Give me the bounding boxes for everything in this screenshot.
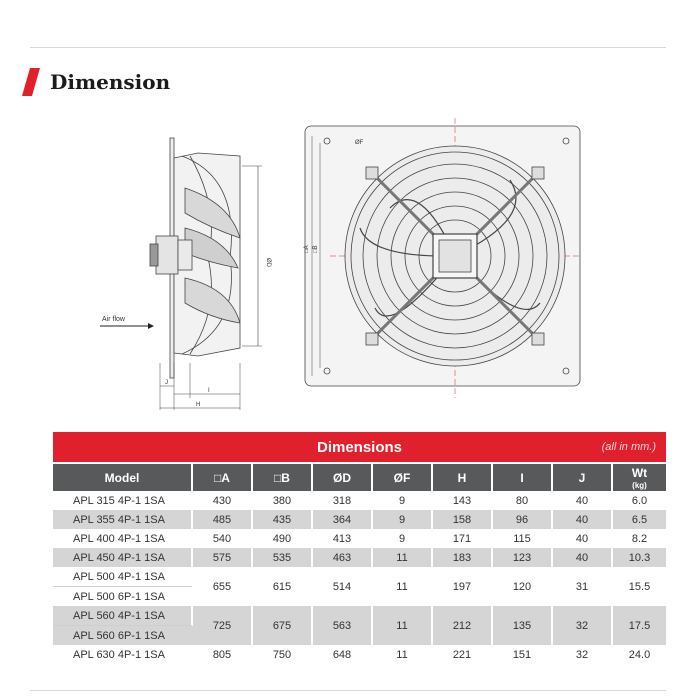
table-header-row	[53, 462, 666, 491]
cell-model: APL 315 4P-1 1SA	[53, 491, 193, 510]
cell-model: APL 400 4P-1 1SA	[53, 529, 193, 548]
table-unit-note: (all in mm.)	[601, 441, 656, 453]
cell-model: APL 355 4P-1 1SA	[53, 510, 193, 529]
cell-wt: 17.5	[613, 606, 666, 645]
cell-a: 725	[193, 606, 253, 645]
col-header-d: ØD	[313, 462, 373, 491]
cell-wt: 10.3	[613, 548, 666, 567]
dim-j-label: J	[165, 380, 168, 386]
diameter-label: ØD	[265, 258, 271, 267]
cell-f: 11	[373, 567, 433, 606]
col-header-model: Model	[53, 462, 193, 491]
cell-h: 212	[433, 606, 493, 645]
table-row	[53, 529, 666, 548]
cell-b: 750	[253, 645, 313, 664]
table-banner	[53, 432, 666, 462]
table-row	[53, 567, 666, 587]
cell-h: 197	[433, 567, 493, 606]
col-header-b: □B	[253, 462, 313, 491]
cell-j: 32	[553, 606, 613, 645]
cell-f: 9	[373, 529, 433, 548]
wt-unit-label: (kg)	[632, 480, 647, 490]
cell-f: 11	[373, 645, 433, 664]
table-title: Dimensions	[316, 439, 403, 456]
cell-i: 135	[493, 606, 553, 645]
cell-model: APL 630 4P-1 1SA	[53, 645, 193, 664]
col-header-a: □A	[193, 462, 253, 491]
cell-f: 11	[373, 606, 433, 645]
col-header-i: I	[493, 462, 553, 491]
cell-b: 435	[253, 510, 313, 529]
cell-b: 615	[253, 567, 313, 606]
dim-h-label: H	[196, 402, 201, 408]
front-view-drawing	[305, 118, 580, 398]
col-header-j: J	[553, 462, 613, 491]
cell-wt: 6.0	[613, 491, 666, 510]
cell-model: APL 560 4P-1 1SA	[53, 606, 193, 626]
dim-i-label: I	[208, 388, 210, 394]
col-header-h: H	[433, 462, 493, 491]
section-title: Dimension	[50, 70, 171, 94]
cell-h: 143	[433, 491, 493, 510]
cell-i: 151	[493, 645, 553, 664]
cell-h: 158	[433, 510, 493, 529]
cell-i: 120	[493, 567, 553, 606]
cell-a: 805	[193, 645, 253, 664]
cell-a: 575	[193, 548, 253, 567]
cell-wt: 24.0	[613, 645, 666, 664]
dim-b-label: □B	[313, 245, 319, 253]
cell-i: 96	[493, 510, 553, 529]
cell-d: 514	[313, 567, 373, 606]
cell-model: APL 450 4P-1 1SA	[53, 548, 193, 567]
table-body	[53, 491, 666, 664]
table-row	[53, 548, 666, 567]
cell-a: 655	[193, 567, 253, 606]
cell-f: 11	[373, 548, 433, 567]
cell-j: 40	[553, 510, 613, 529]
section-heading	[22, 66, 170, 98]
cell-b: 535	[253, 548, 313, 567]
cell-b: 675	[253, 606, 313, 645]
cell-a: 540	[193, 529, 253, 548]
cell-a: 485	[193, 510, 253, 529]
cell-d: 463	[313, 548, 373, 567]
cell-b: 490	[253, 529, 313, 548]
cell-d: 563	[313, 606, 373, 645]
cell-j: 31	[553, 567, 613, 606]
cell-model: APL 560 6P-1 1SA	[53, 626, 193, 645]
side-view-drawing	[100, 138, 262, 410]
cell-d: 318	[313, 491, 373, 510]
bottom-divider	[30, 690, 666, 691]
cell-f: 9	[373, 510, 433, 529]
cell-a: 430	[193, 491, 253, 510]
table-row	[53, 510, 666, 529]
cell-h: 221	[433, 645, 493, 664]
cell-j: 40	[553, 529, 613, 548]
cell-d: 648	[313, 645, 373, 664]
table-row	[53, 491, 666, 510]
cell-d: 364	[313, 510, 373, 529]
wt-label: Wt	[631, 465, 648, 480]
cell-wt: 8.2	[613, 529, 666, 548]
col-header-wt	[613, 462, 666, 491]
cell-wt: 6.5	[613, 510, 666, 529]
table-row	[53, 606, 666, 626]
dim-a-label: □A	[304, 245, 310, 253]
cell-model: APL 500 4P-1 1SA	[53, 567, 193, 587]
cell-model: APL 500 6P-1 1SA	[53, 587, 193, 606]
cell-i: 123	[493, 548, 553, 567]
hole-diameter-label: ØF	[355, 140, 364, 146]
cell-j: 32	[553, 645, 613, 664]
cell-h: 171	[433, 529, 493, 548]
col-header-f: ØF	[373, 462, 433, 491]
cell-f: 9	[373, 491, 433, 510]
dimensions-table	[53, 432, 666, 664]
cell-i: 115	[493, 529, 553, 548]
cell-b: 380	[253, 491, 313, 510]
cell-wt: 15.5	[613, 567, 666, 606]
cell-d: 413	[313, 529, 373, 548]
cell-j: 40	[553, 491, 613, 510]
fan-dimension-drawings	[90, 118, 600, 418]
cell-i: 80	[493, 491, 553, 510]
cell-j: 40	[553, 548, 613, 567]
cell-h: 183	[433, 548, 493, 567]
air-flow-label: Air flow	[102, 316, 125, 323]
red-slash-icon	[22, 68, 40, 96]
table-row	[53, 645, 666, 664]
top-divider	[30, 47, 666, 48]
